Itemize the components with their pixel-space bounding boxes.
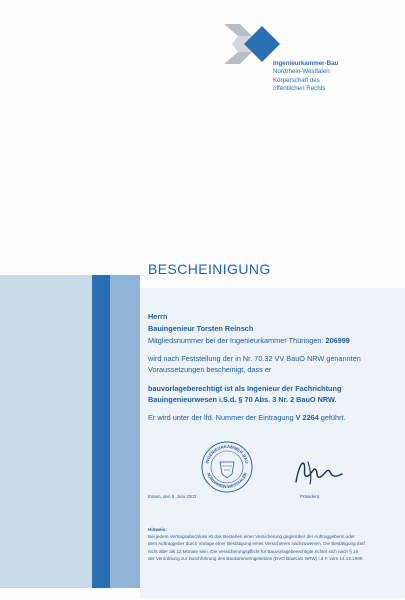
decor-band-dark [92,275,110,588]
seal-text-top: INGENIEURKAMMER-BAU [204,443,250,465]
org-region: Nordrhein-Westfalen [273,67,330,75]
decor-band-pale [0,275,92,588]
organization-block [273,60,338,92]
statement-line-1: wird nach Feststellung der in Nr. 70.32 VV BauO NRW genannten [148,354,361,363]
membership-prefix: Mitgliedsnummer bei der Ingenieurkammer Thüringen: [148,336,326,345]
register-suffix: geführt. [318,413,346,422]
membership-number: 206999 [325,336,350,345]
decor-band-mid [110,275,140,588]
statement-line-2: Voraussetzungen bescheinigt, dass er [148,365,272,374]
notice-line-3: nicht älter als 12 Monate sein. Die Versicherungspflicht für Bauvorlageberechtigte richtet sich nach § 16 [148,548,359,554]
notice-line-4: der Verordnung zur Durchführung des Baukammerngesetzes (DVO BauKaG NRW) i.d.F. vom 14.12.1999. [148,555,364,561]
membership-line [148,336,350,345]
notice-heading: Hinweis: [148,527,167,532]
official-seal-icon [200,440,254,494]
notice-block [148,526,398,562]
document-title: BESCHEINIGUNG [148,261,271,277]
salutation: Herrn [148,312,168,321]
qualification-line-2: Bauingenieurwesen i.S.d. § 70 Abs. 3 Nr. 2 BauO NRW. [148,395,337,404]
register-line [148,413,346,422]
svg-text:INGENIEURKAMMER-BAU [204,444,249,464]
chamber-logo-icon [224,24,280,64]
signature-icon [290,456,346,486]
register-number: V 2264 [295,413,319,422]
signatory-role: Präsident [300,494,320,499]
org-status-2: öffentlichen Rechts [273,84,326,92]
place-date: Essen, den 9. Juni 2003 [148,494,197,499]
seal-text-bottom: NORDRHEIN-WESTFALEN [206,471,248,490]
org-name: Ingenieurkammer-Bau [273,60,339,67]
register-prefix: Er wird unter der lfd. Nummer der Eintragung [148,413,296,422]
recipient-name: Bauingenieur Torsten Reinsch [148,324,254,333]
qualification-line-1: bauvorlageberechtigt ist als Ingenieur der Fachrichtung [148,384,342,393]
notice-line-2: dem Auftraggeber durch Vorlage einer Bestätigung eines Versicherers nachzuweisen. Die Bestätigung darf [148,541,365,547]
svg-text:NORDRHEIN-WESTFALEN [206,472,248,489]
org-status-1: Körperschaft des [273,77,320,85]
notice-line-1: Bei jedem Vertragsabschluss ist das Bestehen einer Versicherung gegenüber der Auftraggeberin oder [148,534,355,540]
